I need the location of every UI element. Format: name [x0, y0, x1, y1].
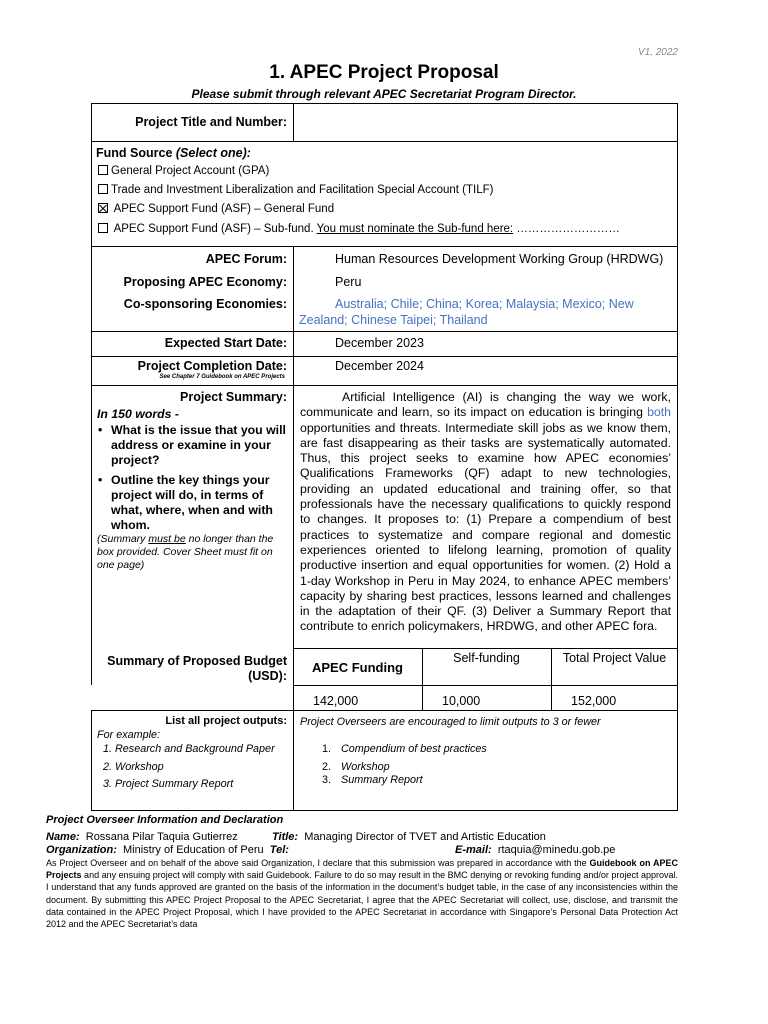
start-date-label: Expected Start Date:: [164, 336, 287, 350]
summary-bullet-dot-2: •: [98, 473, 103, 487]
forum-label: APEC Forum:: [205, 252, 287, 266]
cosponsor-label: Co-sponsoring Economies:: [123, 297, 287, 311]
overseer-org-row: Organization: Ministry of Education of Peru Tel:: [46, 844, 289, 856]
summary-bullet-1: What is the issue that you will address or examine in your project?: [111, 423, 286, 467]
page-title: 1. APEC Project Proposal: [269, 62, 499, 83]
cosponsor-line-1: Australia; Chile; China; Korea; Malaysia; Mexico; New: [335, 297, 634, 311]
economy-label: Proposing APEC Economy:: [123, 275, 287, 289]
completion-date-label: Project Completion Date:: [137, 359, 287, 373]
fund-option-asf-subfund[interactable]: APEC Support Fund (ASF) – Sub-fund. You must nominate the Sub-fund here: ………………………: [98, 223, 620, 235]
declaration-text: As Project Overseer and on behalf of the above said Organization, I declare that this submission was prepared in accordance with the Guidebook on APEC Projects and any ensuing project will comply with said Guidebook. Failure to do so may result in the BMC denying or revoking funding and/or project approval. I understand that any funds approved are granted on the basis of the information in the document’s budget table, in the case of any inconsistencies within the document. By submitting this APEC Project Proposal to the APEC Secretariat, I agree that the APEC Secretariat will collect, use, disclose, and transmit the data contained in the APEC Project Proposal, which I have provided to the APEC Secretariat in accordance with Singapore’s Personal Data Protection Act 2012 and the APEC Secretariat’s data: [46, 858, 679, 930]
budget-col-total: Total Project Value: [562, 651, 667, 665]
page-subtitle: Please submit through relevant APEC Secretariat Program Director.: [191, 87, 577, 101]
economy-value: Peru: [335, 275, 362, 289]
output-number-2: 2.: [322, 761, 332, 773]
start-date-value: December 2023: [335, 336, 424, 350]
summary-text[interactable]: Artificial Intelligence (AI) is changing the way we work, communicate and learn, so its impact on education is bringing both opportunities and threats. Intermediate skill jobs as we know them, are fast disappearing as their tasks are systematically automated. Thus, this project seeks to examine how APEC economies’ Qualifications Frameworks (QF) adapt to new technologies, providing an updated educational and training offer, so that professionals have the necessary qualifications to quickly respond to changes. It proposes to: (1) Prepare a compendium of best practices to systematize and compare regional and domestic experiences oriented to lifelong learning, promotion of quality productive insertion and equal opportunities for women. (2) Hold a 1-day Workshop in Peru in May 2024, to enhance APEC members’ capacity by sharing best practices, lessons learned and challenges in the adaptation of their QF. (3) Deliver a Summary Report that contribute to enrich policymakers, HRDWG, and other APEC fora.: [300, 390, 671, 634]
checkbox-asf-subfund[interactable]: [98, 223, 108, 233]
output-item-3: Summary Report: [341, 774, 423, 786]
version-label: V1, 2022: [637, 47, 678, 58]
checkbox-gpa[interactable]: [98, 165, 108, 175]
outputs-example-heading: For example:: [97, 729, 161, 741]
fund-source-heading: Fund Source (Select one):: [96, 146, 251, 160]
overseer-email-row: E-mail: rtaquia@minedu.gob.pe: [455, 844, 616, 856]
budget-self-value: 10,000: [442, 694, 481, 708]
outputs-label: List all project outputs:: [165, 715, 287, 727]
output-item-2: Workshop: [341, 761, 390, 773]
checkbox-tilf[interactable]: [98, 184, 108, 194]
budget-col-apec: APEC Funding: [312, 660, 403, 675]
completion-date-note: See Chapter 7 Guidebook on APEC Projects: [159, 374, 285, 380]
summary-note: (Summary must be no longer than the box provided. Cover Sheet must fit on one page): [97, 533, 274, 571]
output-item-1: Compendium of best practices: [341, 743, 487, 755]
output-number-3: 3.: [322, 774, 332, 786]
overseer-heading: Project Overseer Information and Declaration: [46, 814, 284, 826]
summary-word-limit: In 150 words -: [97, 407, 180, 421]
output-number-1: 1.: [322, 743, 332, 755]
outputs-instruction: Project Overseers are encouraged to limit outputs to 3 or fewer: [300, 716, 601, 728]
fund-option-asf-general[interactable]: APEC Support Fund (ASF) – General Fund: [98, 203, 334, 215]
outputs-example-3: 3. Project Summary Report: [103, 778, 234, 790]
overseer-name-row: Name: Rossana Pilar Taquia Gutierrez: [46, 831, 238, 843]
summary-label: Project Summary:: [180, 390, 287, 404]
completion-date-value: December 2024: [335, 359, 424, 373]
cosponsor-line-2: Zealand; Chinese Taipei; Thailand: [299, 313, 488, 327]
proposal-form: [91, 103, 678, 811]
fund-option-gpa[interactable]: General Project Account (GPA): [98, 165, 269, 177]
budget-apec-value: 142,000: [313, 694, 359, 708]
summary-bullet-dot-1: •: [98, 423, 103, 437]
overseer-title-row: Title: Managing Director of TVET and Artistic Education: [272, 831, 546, 843]
summary-bullet-2: Outline the key things your project will do, in terms of what, where, when and with whom.: [111, 473, 273, 532]
budget-label: Summary of Proposed Budget (USD):: [107, 654, 287, 683]
forum-value: Human Resources Development Working Group (HRDWG): [335, 252, 664, 266]
checkbox-asf-general[interactable]: [98, 203, 108, 213]
fund-option-tilf[interactable]: Trade and Investment Liberalization and Facilitation Special Account (TILF): [98, 184, 493, 196]
outputs-example-2: 2. Workshop: [103, 761, 164, 773]
project-title-label: Project Title and Number:: [135, 115, 287, 129]
budget-total-value: 152,000: [571, 694, 617, 708]
outputs-example-1: 1. Research and Background Paper: [103, 743, 275, 755]
budget-col-self: Self-funding: [453, 651, 520, 665]
